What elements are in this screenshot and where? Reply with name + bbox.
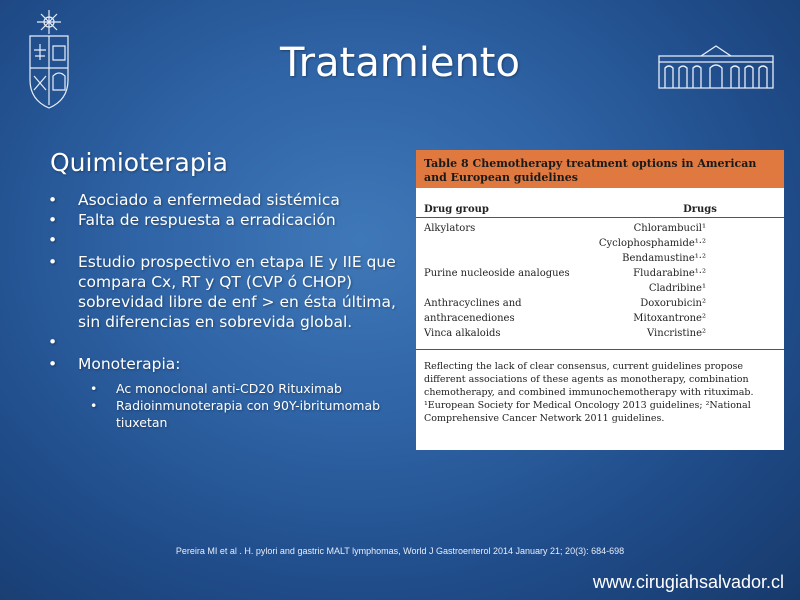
table-row bbox=[424, 266, 776, 281]
cell-group: Purine nucleoside analogues bbox=[424, 268, 570, 279]
cell-drug: Mitoxantrone² bbox=[633, 313, 706, 324]
bullet-item: • Estudio prospectivo en etapa IE y IIE que compara Cx, RT y QT (CVP ó CHOP) sobrevidad libre de enf > en ésta última, sin diferencias en sobrevida global. bbox=[48, 252, 403, 332]
cell-group bbox=[424, 236, 599, 251]
cell-drug: Cyclophosphamide¹·² bbox=[598, 238, 706, 249]
table-footnote: Reflecting the lack of clear consensus, current guidelines propose different associations of these agents as monotherapy, combination chemotherapy, and combined immunochemotherapy with rituximab. ¹European Society for Medical Oncology 2013 guidelines; ²National Comprehensive Cancer Network 2011 guidelines. bbox=[416, 349, 784, 425]
cell-drug: Bendamustine¹·² bbox=[622, 253, 706, 264]
cell-group bbox=[424, 251, 622, 266]
table-row bbox=[424, 296, 776, 311]
cell-group: anthracenediones bbox=[424, 313, 515, 324]
cell-drug: Fludarabine¹·² bbox=[633, 268, 706, 279]
bullet-list bbox=[48, 190, 403, 431]
chemotherapy-table-image bbox=[416, 150, 784, 450]
table-body bbox=[416, 218, 784, 341]
cell-drug: Vincristine² bbox=[647, 328, 706, 339]
bullet-item: • Asociado a enfermedad sistémica bbox=[48, 190, 403, 210]
col-header-group: Drug group bbox=[424, 204, 489, 215]
table-header-row bbox=[416, 188, 784, 218]
table-row bbox=[424, 311, 776, 326]
col-header-drugs: Drugs bbox=[683, 204, 717, 215]
footer-url: www.cirugiahsalvador.cl bbox=[592, 572, 784, 592]
citation: Pereira MI et al . H. pylori and gastric MALT lymphomas, World J Gastroenterol 2014 January 21; 20(3): 684-698 bbox=[175, 546, 625, 556]
table-title: Table 8 Chemotherapy treatment options in American and European guidelines bbox=[416, 150, 784, 188]
section-heading: Quimioterapia bbox=[50, 148, 228, 177]
table-row bbox=[424, 251, 776, 266]
cell-group: Vinca alkaloids bbox=[424, 328, 501, 339]
bullet-item bbox=[48, 354, 403, 431]
table-row bbox=[424, 221, 776, 236]
spacer bbox=[48, 230, 403, 252]
spacer bbox=[48, 332, 403, 354]
table-row bbox=[424, 326, 776, 341]
bullet-label: Monoterapia: bbox=[78, 355, 181, 373]
cell-group: Anthracyclines and bbox=[424, 298, 522, 309]
sub-bullet-item: • Radioinmunoterapia con 90Y-ibritumomab tiuxetan bbox=[78, 397, 403, 431]
slide-title: Tratamiento bbox=[280, 40, 520, 86]
cell-group: Alkylators bbox=[424, 223, 476, 234]
sub-bullet-item: • Ac monoclonal anti-CD20 Rituximab bbox=[78, 380, 403, 397]
bullet-item: • Falta de respuesta a erradicación bbox=[48, 210, 403, 230]
table-row bbox=[424, 281, 776, 296]
cell-drug: Cladribine¹ bbox=[648, 283, 706, 294]
cell-drug: Doxorubicin² bbox=[640, 298, 706, 309]
cell-drug: Chlorambucil¹ bbox=[633, 223, 706, 234]
table-row bbox=[424, 236, 776, 251]
cell-group bbox=[424, 281, 624, 296]
sub-bullet-list bbox=[78, 380, 403, 431]
